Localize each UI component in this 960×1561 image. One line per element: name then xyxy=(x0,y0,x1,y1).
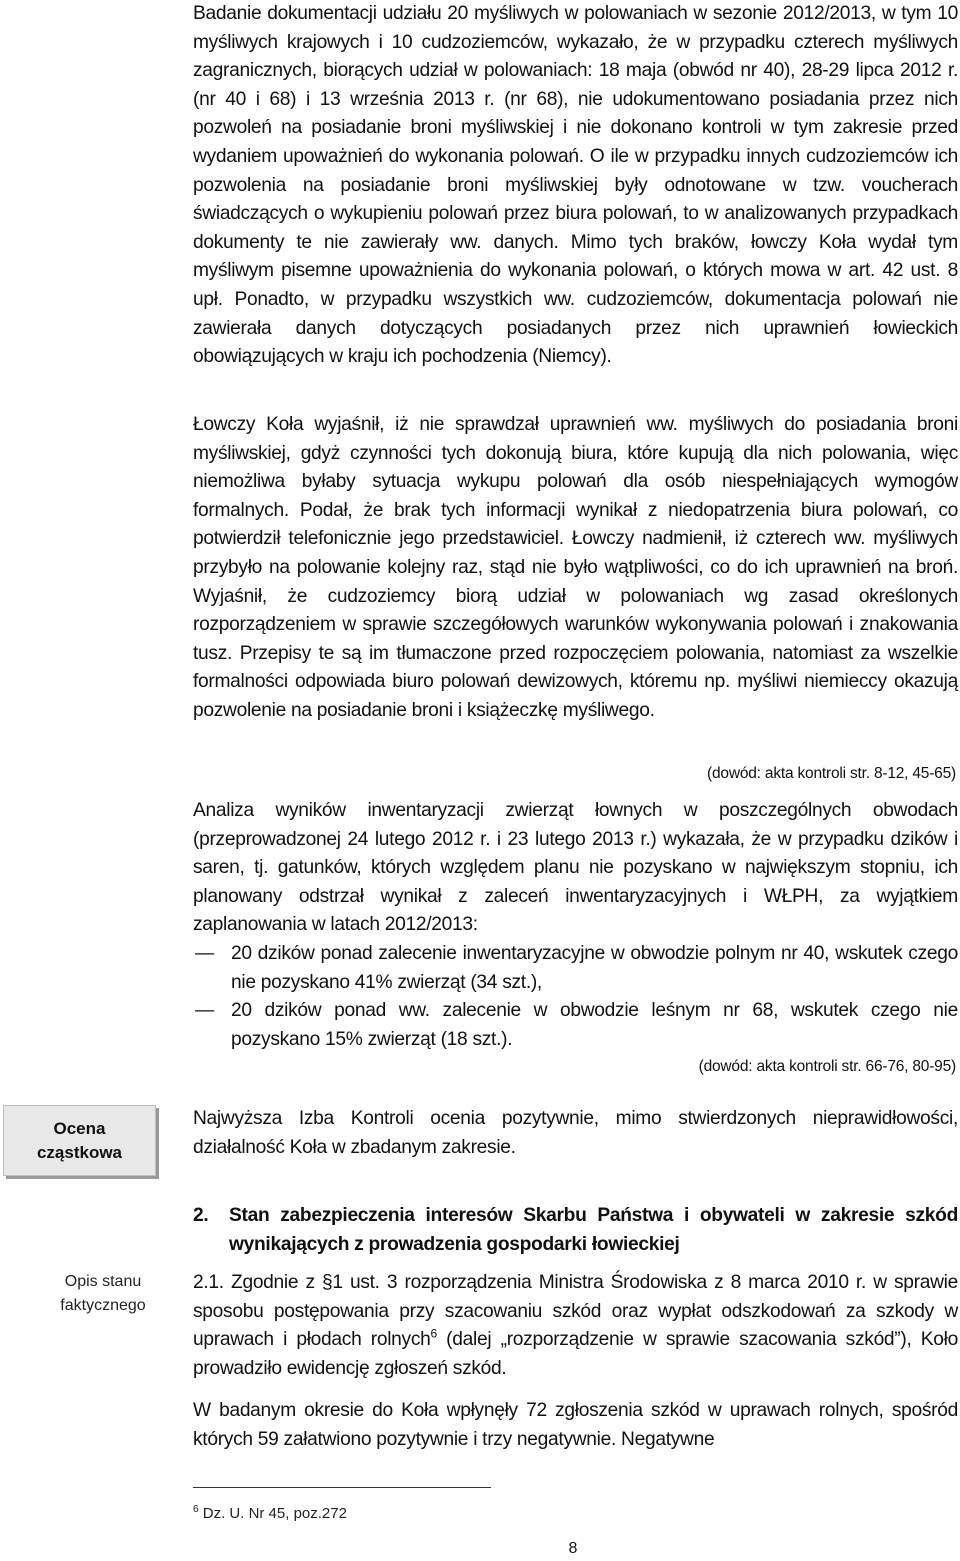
dash-bullet: ― xyxy=(195,943,214,964)
paragraph-damage-reports xyxy=(193,1397,958,1454)
paragraph-text-part: 2.1. Zgodnie z §1 ust. 3 rozporządzenia Ministra Środowiska z 8 marca 2010 r. w sprawie sposobu postępowania przy szacowaniu szkód oraz wypłat odszkodowań za szkody w uprawach i płodach rolnych xyxy=(193,1272,958,1351)
footnote xyxy=(193,1500,347,1524)
paragraph-hunting-warden-explanation xyxy=(193,411,958,726)
paragraph-text xyxy=(193,1269,958,1383)
evidence-reference-1: (dowód: akta kontroli str. 8-12, 45-65) xyxy=(707,765,956,782)
factual-state-label xyxy=(48,1270,158,1318)
paragraph-assessment xyxy=(193,1105,958,1162)
margin-note-line: faktycznego xyxy=(60,1297,146,1314)
margin-note-line: Opis stanu xyxy=(64,1273,142,1290)
section-number: 2. xyxy=(193,1205,209,1226)
evidence-reference-2: (dowód: akta kontroli str. 66-76, 80-95) xyxy=(698,1058,956,1075)
partial-assessment-label xyxy=(3,1105,156,1176)
paragraph-text: Badanie dokumentacji udziału 20 myśliwych w polowaniach w sezonie 2012/2013, w tym 10 myśliwych krajowych i 10 cudzoziemców, wykazało, że w przypadku czterech myśliwych zagranicznych, biorących udział w polowaniach: 18 maja (obwód nr 40), 28-29 lipca 2012 r. (nr 40 i 68) i 13 września 2013 r. (nr 68), nie udokumentowano posiadania przez nich pozwoleń na posiadanie broni myśliwskiej i nie dokonano kontroli w tym zakresie przed wydaniem upoważnień do wykonania polowań. O ile w przypadku innych cudzoziemców ich pozwolenia na posiadanie broni myśliwskiej były odnotowane w tzw. voucherach świadczących o wykupieniu polowań przez biura polowań, to w analizowanych przypadkach dokumenty te nie zawierały ww. danych. Mimo tych braków, łowczy Koła wydał tym myśliwym pisemne upoważnienia do wykonania polowań, o których mowa w art. 42 ust. 8 upł. Ponadto, w przypadku wszystkich ww. cudzoziemców, dokumentacja polowań nie zawierała danych dotyczących posiadanych przez nich uprawnień łowieckich obowiązujących w kraju ich pochodzenia (Niemcy). xyxy=(193,3,958,368)
list-item xyxy=(193,997,958,1054)
dash-bullet: ― xyxy=(195,1000,214,1022)
paragraph-hunters-documentation xyxy=(193,0,958,372)
margin-label-line: cząstkowa xyxy=(36,1142,123,1162)
footnote-divider xyxy=(193,1487,491,1488)
paragraph-text: W badanym okresie do Koła wpłynęły 72 zgłoszenia szkód w uprawach rolnych, spośród których 59 załatwiono pozytywnie i trzy negatywnie. Negatywne xyxy=(193,1400,958,1450)
page-number: 8 xyxy=(568,1540,578,1557)
list-item-text: 20 dzików ponad ww. zalecenie w obwodzie leśnym nr 68, wskutek czego nie pozyskano 15% zwierząt (18 szt.). xyxy=(231,1000,958,1050)
paragraph-text: Analiza wyników inwentaryzacji zwierząt łownych w poszczególnych obwodach (przeprowadzonej 24 lutego 2012 r. i 23 lutego 2013 r.) wykazała, że w przypadku dzików i saren, tj. gatunków, których względem planu nie pozyskano w największym stopniu, ich planowany odstrzał wynikał z zaleceń inwentaryzacyjnych i WŁPH, za wyjątkiem zaplanowania w latach 2012/2013: xyxy=(193,800,958,936)
margin-label-line: Ocena xyxy=(53,1118,106,1138)
footnote-text: Dz. U. Nr 45, poz.272 xyxy=(198,1505,347,1522)
footnote-reference: 6 xyxy=(430,1326,437,1341)
footnote-number: 6 xyxy=(193,1504,199,1515)
paragraph-regulation xyxy=(193,1269,958,1383)
paragraph-inventory-analysis xyxy=(193,797,958,940)
section-title: Stan zabezpieczenia interesów Skarbu Państwa i obywateli w zakresie szkód wynikających z prowadzenia gospodarki łowieckiej xyxy=(229,1205,958,1255)
list-item-text: 20 dzików ponad zalecenie inwentaryzacyjne w obwodzie polnym nr 40, wskutek czego nie pozyskano 41% zwierząt (34 szt.), xyxy=(231,943,958,993)
paragraph-text: Najwyższa Izba Kontroli ocenia pozytywnie, mimo stwierdzonych nieprawidłowości, działalność Koła w zbadanym zakresie. xyxy=(193,1108,958,1158)
section-heading xyxy=(193,1201,958,1259)
dash-list xyxy=(193,940,958,1054)
list-item xyxy=(193,940,958,997)
paragraph-text-part: (dalej „rozporządzenie w sprawie szacowania szkód”), Koło prowadziło ewidencję zgłoszeń szkód. xyxy=(193,1329,959,1379)
paragraph-text: Łowczy Koła wyjaśnił, iż nie sprawdzał uprawnień ww. myśliwych do posiadania broni myśliwskiej, gdyż czynności tych dokonują biura, które kupują dla nich polowania, więc niemożliwa byłaby sytuacja wykupu polowań dla osób niespełniających wymogów formalnych. Podał, że brak tych informacji wynikał z niedopatrzenia biura polowań, co potwierdził telefonicznie jego przedstawiciel. Łowczy nadmienił, iż czterech ww. myśliwych przybyło na polowanie kolejny raz, stąd nie było wątpliwości, co do ich uprawnień na broń. Wyjaśnił, że cudzoziemcy biorą udział w polowaniach wg zasad określonych rozporządzeniem w sprawie szczegółowych warunków wykonywania polowań i znakowania tusz. Przepisy te są im tłumaczone przed rozpoczęciem polowania, natomiast za wszelkie formalności odpowiada biuro polowań dewizowych, któremu np. myśliwi niemieccy okazują pozwolenie na posiadanie broni i książeczkę myśliwego. xyxy=(193,414,958,721)
